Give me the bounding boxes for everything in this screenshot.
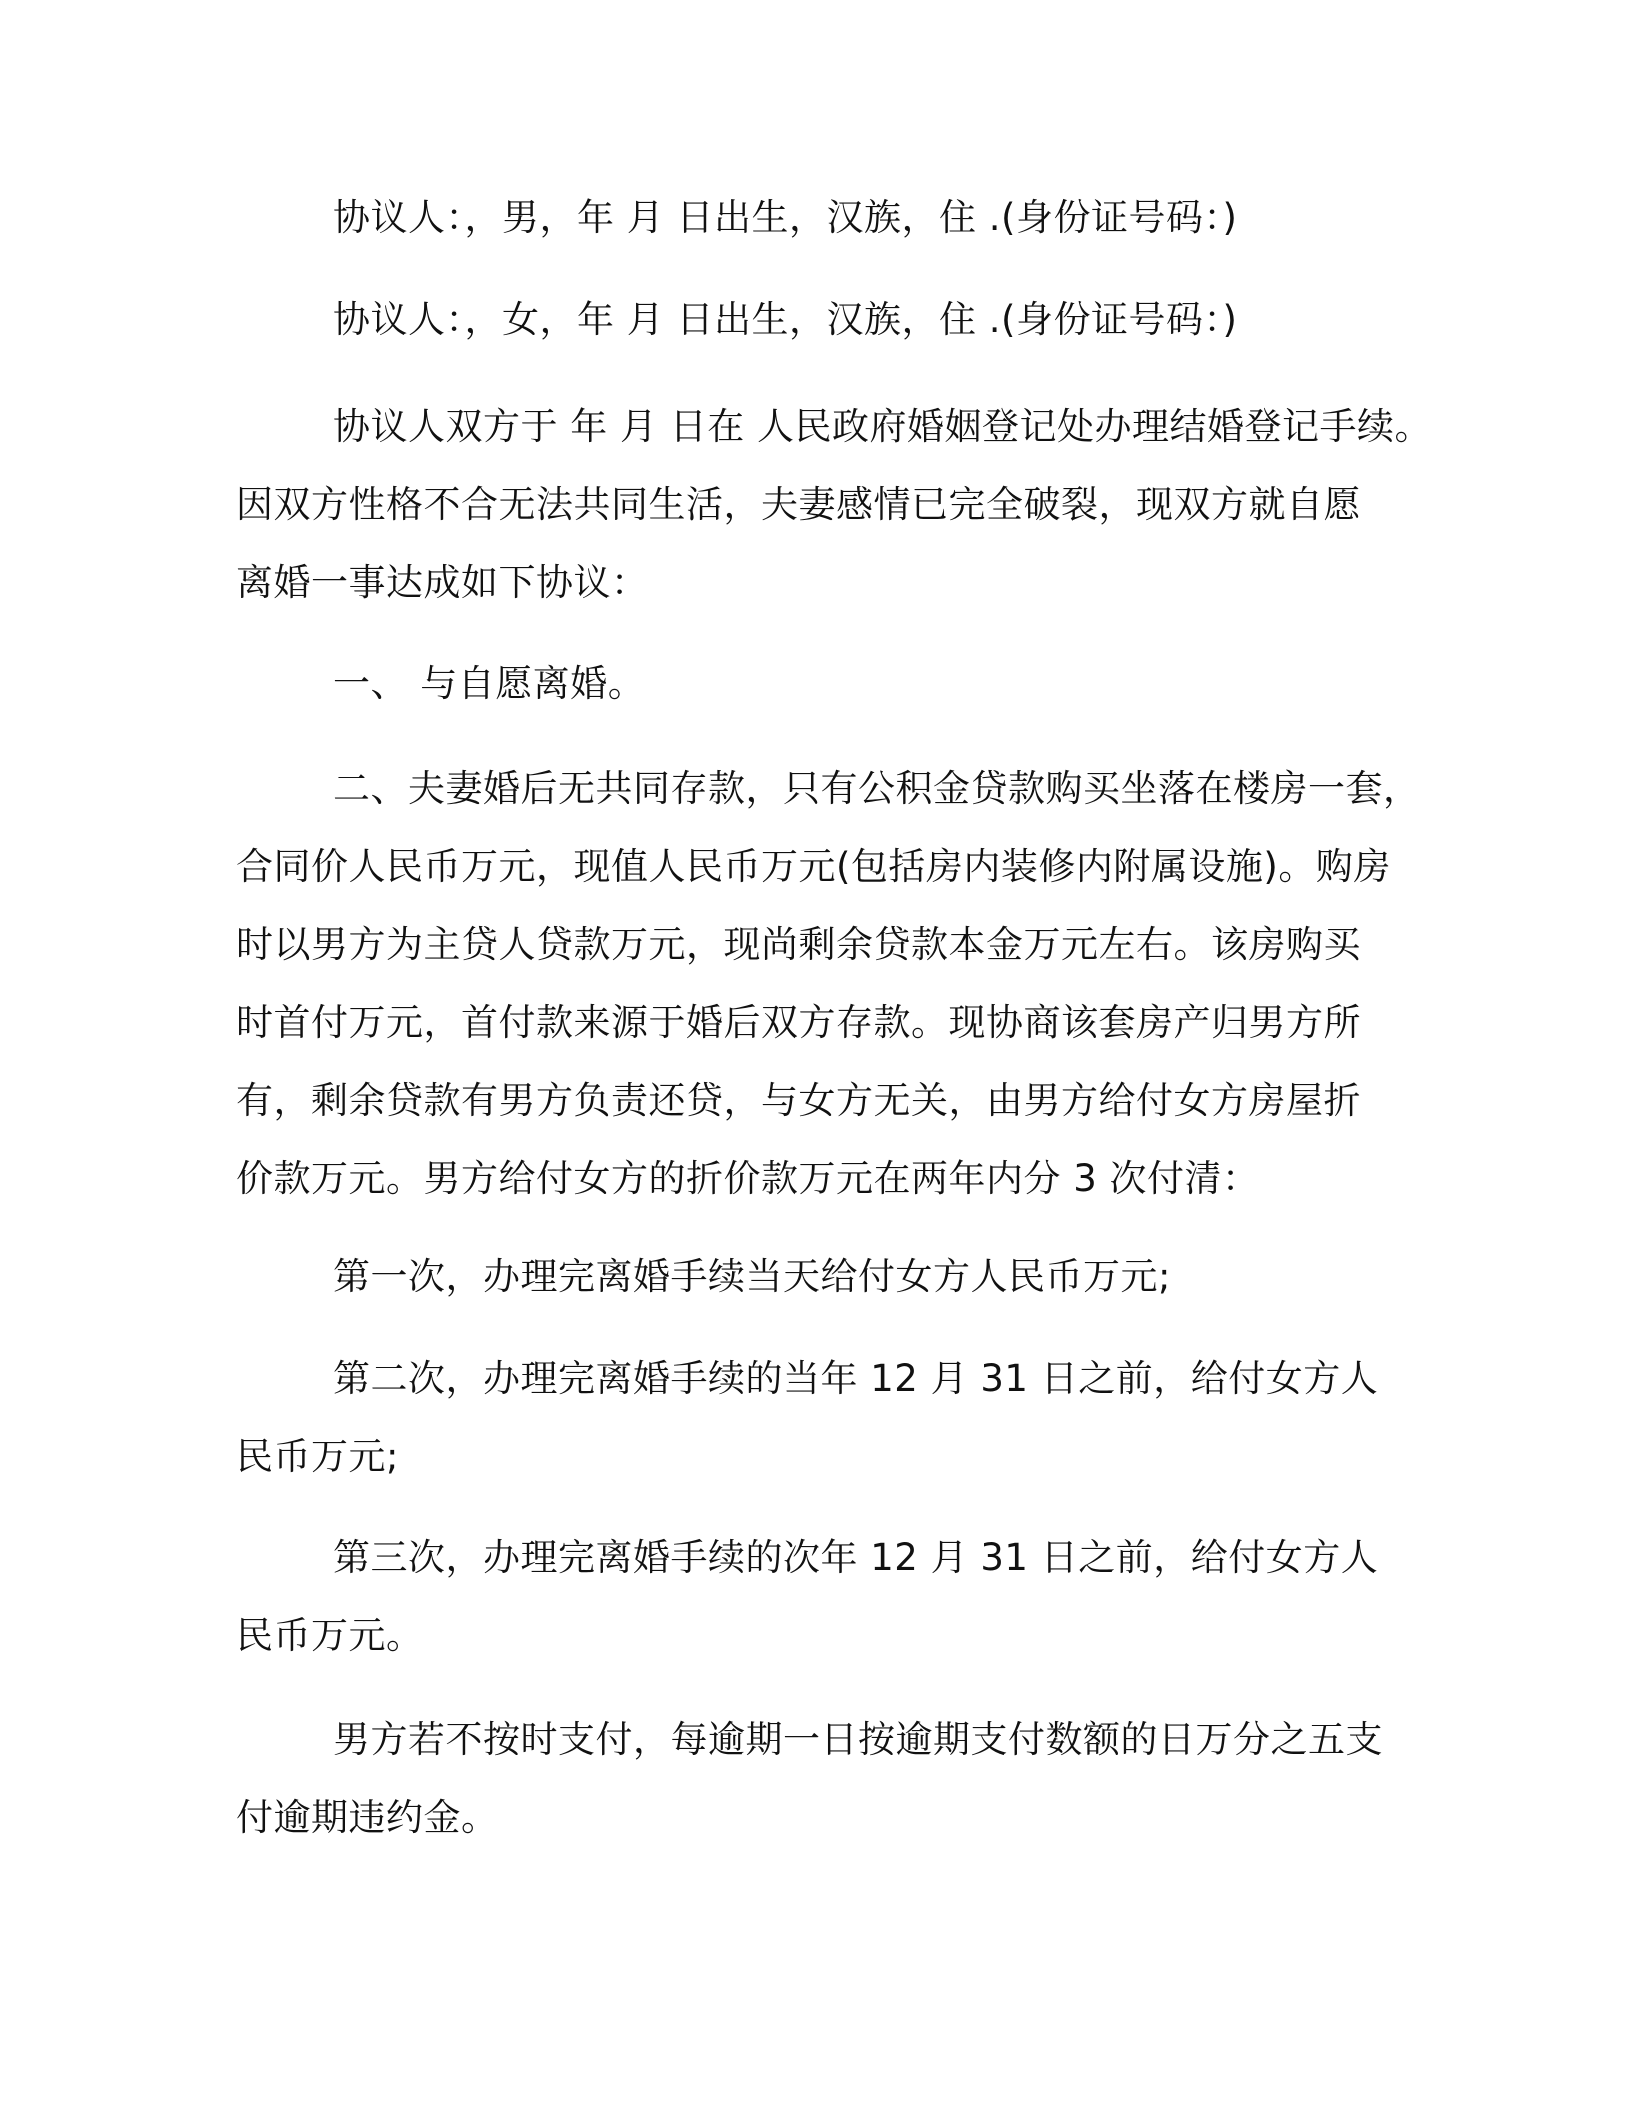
paragraph-marriage-registration	[236, 388, 1432, 622]
text-line: 协议人双方于 年 月 日在 人民政府婚姻登记处办理结婚登记手续。	[333, 405, 1433, 448]
text-line: 男方若不按时支付，每逾期一日按逾期支付数额的日万分之五支	[333, 1718, 1383, 1761]
paragraph-second-payment	[236, 1340, 1378, 1496]
paragraph-late-penalty	[236, 1701, 1383, 1857]
text-line: 离婚一事达成如下协议：	[236, 561, 649, 604]
text-line: 协议人：，女，年 月 日出生，汉族，住 .(身份证号码：)	[333, 298, 1238, 341]
text-line: 第二次，办理完离婚手续的当年 12 月 31 日之前，给付女方人	[333, 1357, 1379, 1400]
text-line: 时首付万元，首付款来源于婚后双方存款。现协商该套房产归男方所	[236, 1001, 1361, 1044]
paragraph-party-male	[333, 179, 1237, 257]
text-line: 有，剩余贷款有男方负责还贷，与女方无关，由男方给付女方房屋折	[236, 1079, 1361, 1122]
text-line: 价款万元。男方给付女方的折价款万元在两年内分 3 次付清：	[236, 1157, 1260, 1200]
paragraph-first-payment	[333, 1238, 1171, 1316]
text-line: 付逾期违约金。	[236, 1796, 499, 1839]
text-line: 第三次，办理完离婚手续的次年 12 月 31 日之前，给付女方人	[333, 1536, 1379, 1579]
text-line: 民币万元。	[236, 1614, 424, 1657]
text-line: 一、 与自愿离婚。	[333, 662, 646, 705]
text-line: 合同价人民币万元，现值人民币万元(包括房内装修内附属设施)。购房	[236, 845, 1391, 888]
text-line: 因双方性格不合无法共同生活，夫妻感情已完全破裂，现双方就自愿	[236, 483, 1361, 526]
text-line: 民币万元;	[236, 1435, 399, 1478]
text-line: 时以男方为主贷人贷款万元，现尚剩余贷款本金万元左右。该房购买	[236, 923, 1361, 966]
text-line: 协议人：，男，年 月 日出生，汉族，住 .(身份证号码：)	[333, 196, 1238, 239]
paragraph-party-female	[333, 281, 1237, 359]
paragraph-clause-one	[333, 645, 645, 723]
text-line: 二、夫妻婚后无共同存款，只有公积金贷款购买坐落在楼房一套，	[333, 767, 1421, 810]
paragraph-third-payment	[236, 1519, 1378, 1675]
text-line: 第一次，办理完离婚手续当天给付女方人民币万元;	[333, 1255, 1171, 1298]
paragraph-clause-two	[236, 750, 1421, 1218]
